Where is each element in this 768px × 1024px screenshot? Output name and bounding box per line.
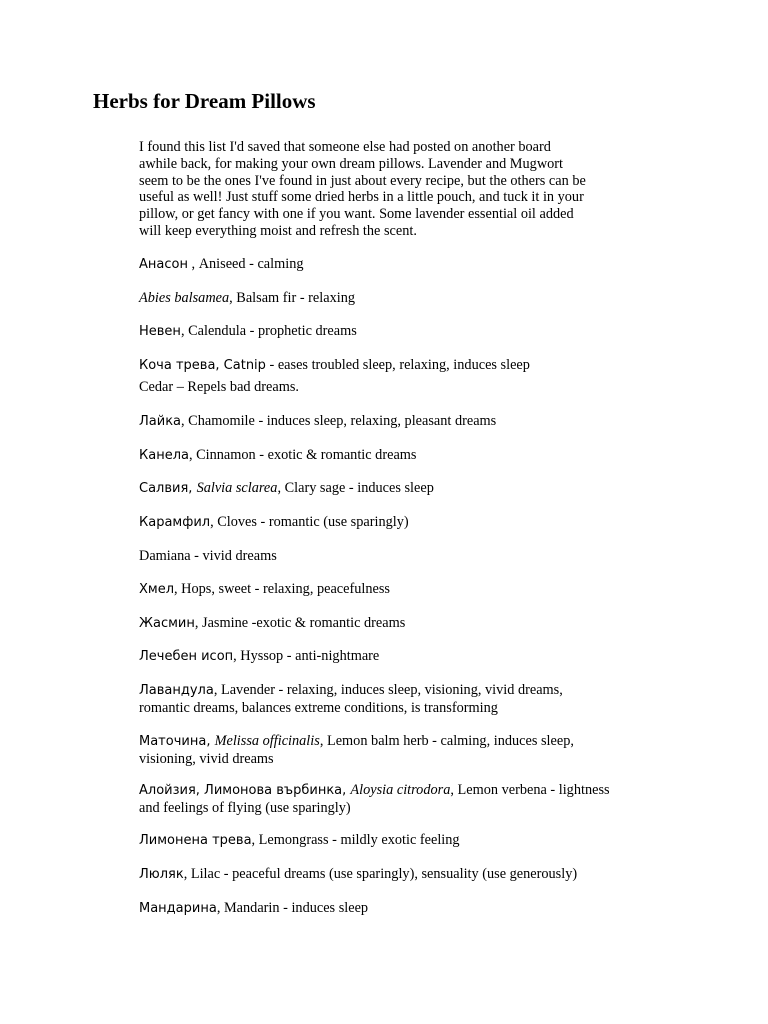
bulgarian-name: Канела xyxy=(139,448,189,463)
herb-description: , Lemon balm herb - calming, induces sleep, xyxy=(319,733,574,749)
herb-description-continued: and feelings of flying (use sparingly) xyxy=(139,799,351,816)
herb-entry-mandarin xyxy=(139,900,639,918)
intro-line: useful as well! Just stuff some dried herbs in a little pouch, and tuck it in your xyxy=(139,189,584,206)
bulgarian-name: Алойзия, Лимонова върбинка xyxy=(139,783,343,798)
bulgarian-name: Анасон xyxy=(139,257,188,272)
bulgarian-name: Салвия xyxy=(139,481,189,496)
herb-entry-clary-sage: Салвия, Salvia sclarea, Clary sage - induces sleep xyxy=(139,480,434,496)
herb-entry-chamomile xyxy=(139,413,639,431)
herb-entry-hops xyxy=(139,581,639,599)
herb-entry-lemongrass xyxy=(139,832,639,850)
bulgarian-name: Карамфил xyxy=(139,515,211,530)
bulgarian-name: Маточина xyxy=(139,734,207,749)
herb-description: , Hops, sweet - relaxing, peacefulness xyxy=(174,581,390,597)
herb-description: - eases troubled sleep, relaxing, induces sleep xyxy=(265,357,530,373)
intro-line: pillow, or get fancy with one if you want. Some lavender essential oil added xyxy=(139,206,574,223)
bulgarian-name: Невен xyxy=(139,324,181,339)
herb-entry-cedar xyxy=(139,379,639,396)
intro-line: seem to be the ones I've found in just about every recipe, but the others can be xyxy=(139,172,586,189)
herb-description: , Cloves - romantic (use sparingly) xyxy=(210,514,409,530)
herb-description: , Clary sage - induces sleep xyxy=(277,480,434,496)
herb-entry-balsam-fir xyxy=(139,290,639,307)
herb-description-continued: romantic dreams, balances extreme conditions, is transforming xyxy=(139,699,498,716)
herb-entry-hyssop xyxy=(139,648,639,666)
bulgarian-name: Лечебен исоп xyxy=(139,649,234,664)
entry-line: Маточина, Melissa officinalis, Lemon balm herb - calming, induces sleep, xyxy=(139,733,574,749)
bulgarian-name: Хмел xyxy=(139,582,175,597)
bulgarian-name: Лавандула xyxy=(139,683,214,698)
herb-description: Damiana - vivid dreams xyxy=(139,548,277,564)
herb-description: , Aniseed - calming xyxy=(187,256,304,272)
herb-entry-calendula xyxy=(139,323,639,341)
bulgarian-name: Жасмин xyxy=(139,616,195,631)
bulgarian-name: Мандарина xyxy=(139,901,217,916)
herb-description: , Balsam fir - relaxing xyxy=(229,290,355,306)
herb-description: Cedar – Repels bad dreams. xyxy=(139,379,299,395)
herb-description: , Mandarin - induces sleep xyxy=(216,900,369,916)
intro-line: I found this list I'd saved that someone else had posted on another board xyxy=(139,139,551,155)
entry-line: Алойзия, Лимонова върбинка, Aloysia citrodora, Lemon verbena - lightness xyxy=(139,782,610,798)
herb-description: , Lilac - peaceful dreams (use sparingly), sensuality (use generously) xyxy=(183,866,578,882)
herb-description: , Jasmine -exotic & romantic dreams xyxy=(194,615,406,631)
latin-name: Aloysia citrodora xyxy=(350,782,451,798)
page-title: Herbs for Dream Pillows xyxy=(93,89,316,113)
latin-name: Abies balsamea xyxy=(139,290,230,306)
herb-description: , Lavender - relaxing, induces sleep, visioning, vivid dreams, xyxy=(213,682,563,698)
herb-description-continued: visioning, vivid dreams xyxy=(139,750,274,767)
intro-line: will keep everything moist and refresh the scent. xyxy=(139,222,417,239)
herb-entry-cloves xyxy=(139,514,639,532)
intro-line: awhile back, for making your own dream pillows. Lavender and Mugwort xyxy=(139,155,564,172)
herb-entry-jasmine xyxy=(139,615,639,633)
herb-description: , Cinnamon - exotic & romantic dreams xyxy=(188,447,417,463)
herb-entry-catnip xyxy=(139,357,639,375)
herb-entry-lemon-verbena xyxy=(139,782,639,817)
herb-entry-cinnamon xyxy=(139,447,639,465)
herb-entry-lavender xyxy=(139,682,639,717)
herb-description: , Chamomile - induces sleep, relaxing, pleasant dreams xyxy=(181,413,497,429)
entry-line xyxy=(139,682,639,700)
bulgarian-name: Люляк xyxy=(139,867,184,882)
herb-description: , Calendula - prophetic dreams xyxy=(180,323,357,339)
herb-entry-damiana xyxy=(139,548,639,565)
bulgarian-name: Коча трева, Catnip xyxy=(139,358,266,373)
herb-description: , Lemongrass - mildly exotic feeling xyxy=(251,832,460,848)
herb-description: , Lemon verbena - lightness xyxy=(450,782,610,798)
bulgarian-name: Лайка xyxy=(139,414,182,429)
herb-entry-lilac xyxy=(139,866,639,884)
intro-paragraph xyxy=(139,139,639,240)
herb-entry-lemon-balm xyxy=(139,733,639,768)
herb-description: , Hyssop - anti-nightmare xyxy=(233,648,380,664)
bulgarian-name: Лимонена трева xyxy=(139,833,252,848)
latin-name: Melissa officinalis xyxy=(214,733,320,749)
latin-name: Salvia sclarea xyxy=(196,480,278,496)
herb-entry-aniseed xyxy=(139,256,639,274)
